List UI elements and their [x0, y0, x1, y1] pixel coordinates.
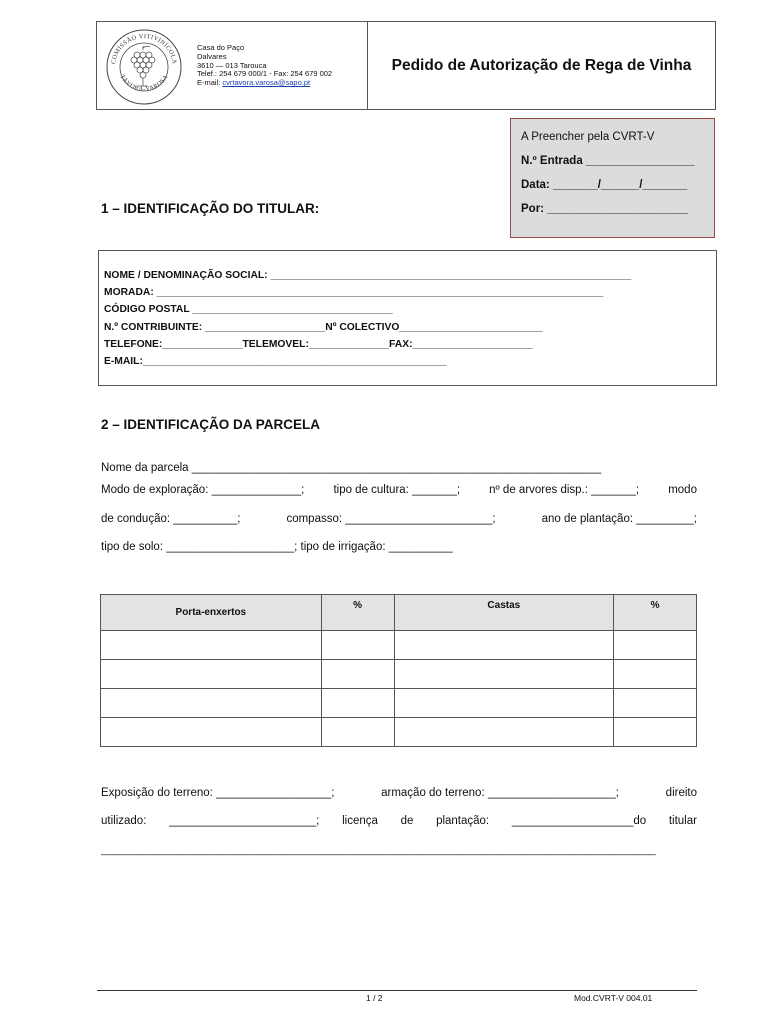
- direito-utilizado-field[interactable]: _______________________;: [169, 815, 320, 827]
- por-field[interactable]: Por: ______________________: [521, 203, 688, 215]
- nome-parcela-field[interactable]: Nome da parcela ________________________________________________________________: [101, 462, 602, 474]
- modo-word: modo: [668, 484, 697, 496]
- table-cell[interactable]: [101, 660, 322, 689]
- table-cell[interactable]: [614, 689, 697, 718]
- table-cell[interactable]: [394, 718, 614, 747]
- exposicao-field[interactable]: Exposição do terreno: __________________;: [101, 787, 335, 799]
- table-cell[interactable]: [394, 631, 614, 660]
- castas-table: [100, 594, 697, 747]
- data-field[interactable]: Data: _______/______/_______: [521, 179, 688, 191]
- table-row: [101, 631, 697, 660]
- telefone-field[interactable]: TELEFONE:______________TELEMOVEL:______________FAX:_____________________: [104, 338, 533, 350]
- armacao-field[interactable]: armação do terreno: ____________________;: [381, 787, 619, 799]
- table-cell[interactable]: [614, 718, 697, 747]
- table-cell[interactable]: [394, 660, 614, 689]
- logo-ring-bottom-text: TÁVORA-VAROSA: [118, 73, 170, 93]
- office-use-box: [510, 118, 715, 238]
- morada-field[interactable]: MORADA: ______________________________________________________________________________: [104, 287, 604, 299]
- compasso-field[interactable]: compasso: _______________________;: [286, 513, 496, 525]
- licenca-plantacao-field[interactable]: ___________________do: [511, 815, 647, 827]
- table-cell[interactable]: [321, 631, 394, 660]
- address-line: Dalvares: [197, 51, 227, 61]
- contribuinte-field[interactable]: N.º CONTRIBUINTE: _____________________Nº COLECTIVO_________________________: [104, 321, 543, 333]
- arvores-field[interactable]: nº de arvores disp.: _______;: [489, 484, 640, 496]
- table-header-row: [101, 595, 697, 631]
- model-code: Mod.CVRT-V 004.01: [574, 993, 653, 1003]
- cvrtv-logo: [105, 28, 183, 106]
- address-line: Telef.: 254 679 000/1 - Fax: 254 679 002: [197, 69, 333, 79]
- table-cell[interactable]: [321, 660, 394, 689]
- form-header: [96, 21, 716, 110]
- ano-plantacao-field[interactable]: ano de plantação: _________;: [541, 513, 697, 525]
- email-line: [197, 79, 332, 88]
- conducao-field[interactable]: de condução: __________;: [101, 513, 241, 525]
- titular-box: [98, 250, 717, 386]
- address-line: 3610 — 013 Tarouca: [197, 60, 267, 70]
- address-line: Casa do Paço: [197, 43, 245, 52]
- table-cell[interactable]: [614, 660, 697, 689]
- table-row: [101, 689, 697, 718]
- form-title: Pedido de Autorização de Rega de Vinha: [391, 56, 692, 74]
- licenca-line: [101, 815, 697, 827]
- table-row: [101, 660, 697, 689]
- office-box-heading: A Preencher pela CVRT-V: [521, 131, 655, 143]
- table-cell[interactable]: [321, 718, 394, 747]
- licenca-word: licença: [342, 815, 378, 827]
- continuation-line-field[interactable]: _______________________________________________________________________________________________: [101, 844, 656, 856]
- table-cell[interactable]: [321, 689, 394, 718]
- exploracao-line: [101, 484, 697, 496]
- table-cell[interactable]: [101, 689, 322, 718]
- svg-text:TÁVORA-VAROSA: [118, 74, 170, 93]
- svg-text:COMISSÃO VITIVINÍCOLA: [110, 33, 178, 65]
- utilizado-word: utilizado:: [101, 815, 147, 827]
- section-2-title: 2 – IDENTIFICAÇÃO DA PARCELA: [101, 417, 321, 432]
- email-label: E-mail:: [197, 78, 223, 88]
- nome-field[interactable]: NOME / DENOMINAÇÃO SOCIAL: _______________________________________________________________: [104, 270, 632, 281]
- table-cell[interactable]: [614, 631, 697, 660]
- logo-ring-top-text: COMISSÃO VITIVINÍCOLA: [110, 32, 178, 65]
- table-cell[interactable]: [394, 689, 614, 718]
- email-link[interactable]: cvrtavora.varosa@sapo.pt: [222, 78, 311, 88]
- header-left-panel: [97, 22, 368, 109]
- modo-exploracao-field[interactable]: Modo de exploração: ______________;: [101, 484, 305, 496]
- tipo-cultura-field[interactable]: tipo de cultura: _______;: [333, 484, 461, 496]
- titular-word: titular: [668, 815, 697, 827]
- grape-cluster-glass-icon: [131, 46, 155, 86]
- de-word: de: [400, 815, 414, 827]
- plantacao-word: plantação:: [436, 815, 490, 827]
- table-cell[interactable]: [101, 631, 322, 660]
- issuer-address: [197, 44, 332, 88]
- table-row: [101, 718, 697, 747]
- section-1-title: 1 – IDENTIFICAÇÃO DO TITULAR:: [101, 201, 320, 216]
- conducao-line: [101, 513, 697, 525]
- col-header: %: [614, 595, 697, 631]
- codigo-postal-field[interactable]: CÓDIGO POSTAL ___________________________________: [104, 304, 393, 316]
- exposicao-line: [101, 787, 697, 799]
- entrada-field[interactable]: N.º Entrada _________________: [521, 155, 695, 167]
- table-cell[interactable]: [101, 718, 322, 747]
- col-header: Porta-enxertos: [101, 595, 322, 631]
- email-field[interactable]: E-MAIL:_____________________________________________________: [104, 355, 447, 367]
- footer-divider: [97, 990, 697, 991]
- solo-irrigacao-field[interactable]: tipo de solo: ____________________; tipo de irrigação: __________: [101, 541, 453, 553]
- col-header: Castas: [394, 595, 614, 631]
- direito-word: direito: [665, 787, 697, 799]
- page-number: 1 / 2: [366, 993, 383, 1003]
- col-header: %: [321, 595, 394, 631]
